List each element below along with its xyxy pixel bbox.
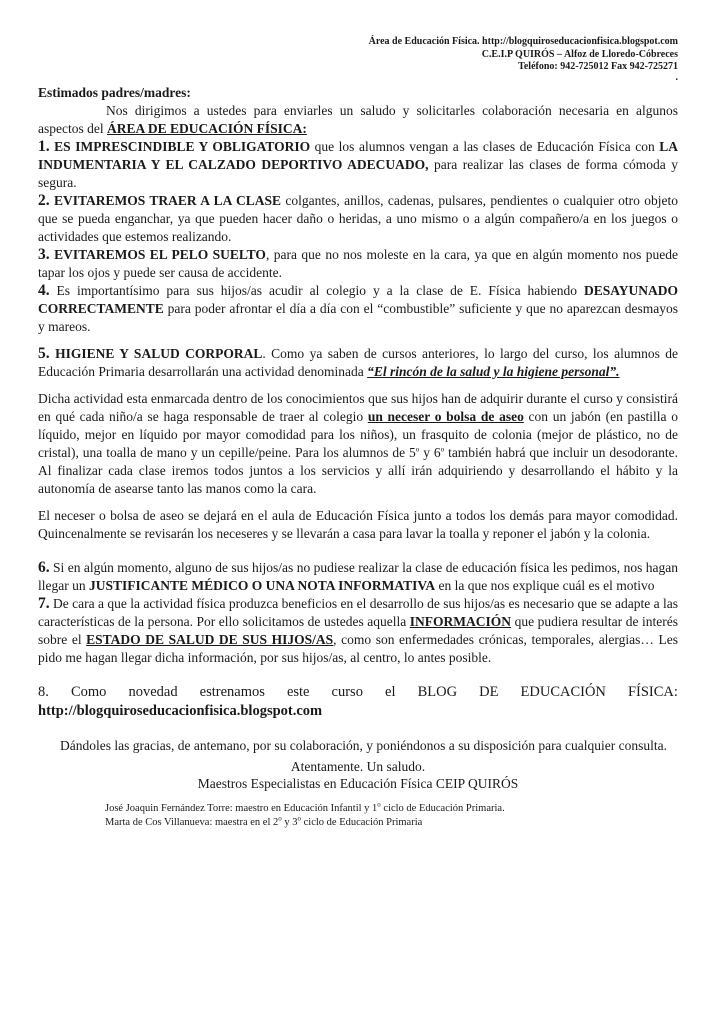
item-8-word: DE	[479, 683, 499, 700]
header-phone-line: Teléfono: 942-725012 Fax 942-725271	[518, 61, 678, 72]
item-8-word: BLOG	[417, 683, 458, 700]
item-5-details-text-d: también habrá que incluir un desodorante. Al finalizar cada clase iremos todos juntos a los servicios y allí irán adquiriendo y desarrollando el hábito y la autonomía de asearse tanto las manos como la cara.	[38, 444, 679, 496]
item-1-heading: ES IMPRESCINDIBLE Y OBLIGATORIO	[54, 138, 311, 154]
item-7-number: 7.	[38, 594, 50, 612]
intro-text: Nos dirigimos a ustedes para enviarles un saludo y solicitarles colaboración necesaria en algunos aspectos del	[38, 102, 678, 136]
item-6-text-a: Si en algún momento, alguno de sus hijos/as no pudiese realizar la clase de educación física les pedimos, nos hagan llegar un	[38, 559, 678, 593]
item-7-information: INFORMACIÓN	[409, 613, 512, 629]
ordinal-mark: o	[377, 800, 381, 808]
item-4-breakfast: DESAYUNADO CORRECTAMENTE	[38, 282, 678, 316]
item-5-text: . Como ya saben de cursos anteriores, lo largo del curso, los alumnos de Educación Primaria desarrollarán una actividad denominada	[38, 345, 678, 379]
item-2	[38, 192, 678, 246]
signer-2-text-b: y 3	[281, 816, 298, 828]
item-4-number: 4.	[38, 281, 50, 299]
item-2-number: 2.	[38, 191, 50, 209]
item-7	[38, 595, 678, 667]
item-5-number: 5.	[38, 344, 50, 362]
item-3-number: 3.	[38, 245, 50, 263]
ordinal-mark: o	[440, 445, 445, 453]
item-7-health-status: ESTADO DE SALUD DE SUS HIJOS/AS	[86, 631, 334, 647]
greeting: Estimados padres/madres:	[38, 84, 191, 100]
item-5-details	[38, 390, 678, 498]
header-area-line: Área de Educación Física. http://blogquiroseducacionfisica.blogspot.com	[368, 36, 678, 47]
item-8	[38, 683, 678, 702]
item-4	[38, 282, 678, 336]
item-4-text-b: para poder afrontar el día a día con el “combustible” suficiente y que no aparezcan desmayos y mareos.	[38, 300, 678, 334]
item-6	[38, 559, 678, 595]
item-8-word: 8.	[38, 683, 49, 700]
ordinal-mark: o	[278, 814, 282, 822]
header-dot: .	[675, 71, 678, 83]
item-8-word: el	[385, 683, 396, 700]
item-5-details-text-b: con un jabón (en pastilla o líquido, mejor en líquido por mayor comodidad para los niños), un frasquito de colonia (mejor de plástico, no de cristal), una toalla de mano y un cepille/peine. Para los alumnos de 5	[38, 408, 678, 460]
item-8-word: EDUCACIÓN	[520, 683, 606, 700]
item-8-word: este	[286, 683, 310, 700]
item-1-text-b: para realizar las clases de forma cómoda y segura.	[38, 156, 678, 190]
header-school-line: C.E.I.P QUIRÓS – Alfoz de Lloredo-Cóbreces	[481, 48, 678, 60]
item-5	[38, 345, 678, 381]
item-1-number: 1.	[38, 137, 50, 155]
signer-2	[105, 816, 678, 830]
item-7-text-a: De cara a que la actividad física produzca beneficios en el desarrollo de sus hijos/as es necesario que se adapte a las características de la persona. Por ello solicitamos de ustedes aquella	[38, 595, 678, 629]
signer-1-text-b: ciclo de Educación Primaria.	[380, 802, 505, 814]
item-5-storage: El neceser o bolsa de aseo se dejará en el aula de Educación Física junto a todos los demás para mayor comodidad. Quincenalmente se revisarán los neceseres y se llevarán a casa para lavar la toalla y reponer el jabón y la colonia.	[38, 507, 678, 541]
item-5-heading: HIGIENE Y SALUD CORPORAL	[55, 345, 263, 361]
signer-2-text-c: ciclo de Educación Primaria	[301, 816, 423, 828]
signer-1-text-a: José Joaquin Fernández Torre: maestro en Educación Infantil y 1	[105, 802, 378, 814]
item-1-clothing: LA INDUMENTARIA Y EL CALZADO DEPORTIVO ADECUADO,	[38, 138, 679, 172]
item-8-word: curso	[331, 683, 363, 700]
ordinal-mark: o	[297, 814, 301, 822]
signer-1	[105, 802, 678, 816]
closing-signature: Maestros Especialistas en Educación Física CEIP QUIRÓS	[197, 775, 519, 791]
letter-page	[38, 36, 678, 830]
item-6-text-b: en la que nos explique cuál es el motivo	[435, 577, 655, 593]
item-8-word: Como	[70, 683, 107, 700]
item-6-medical-note: JUSTIFICANTE MÉDICO O UNA NOTA INFORMATIVA	[88, 577, 436, 593]
item-8-word: novedad	[128, 683, 178, 700]
item-7-text-b: que pudiera resultar de interés sobre el	[38, 613, 678, 647]
item-3	[38, 246, 678, 282]
signer-2-text-a: Marta de Cos Villanueva: maestra en el 2	[105, 816, 279, 828]
item-6-number: 6.	[38, 558, 50, 576]
intro-area-name: ÁREA DE EDUCACIÓN FÍSICA:	[106, 120, 307, 136]
closing-thanks: Dándoles las gracias, de antemano, por su colaboración, y poniéndonos a su disposición para cualquier consulta.	[60, 737, 667, 753]
item-2-text: colgantes, anillos, cadenas, pulsares, pendientes o cualquier otro objeto que se pueda enganchar, ya que pueden hacer daño o heridas, a uno mismo o a algún compañero/a en los juegos o actividades que estemos realizando.	[38, 192, 679, 244]
item-3-text: , para que no nos moleste en la cara, ya que en algún momento nos puede tapar los ojos y puede ser causa de accidente.	[38, 246, 679, 280]
item-1-text-a: que los alumnos vengan a las clases de Educación Física con	[310, 138, 660, 154]
item-8-word: FÍSICA:	[627, 683, 678, 700]
item-3-heading: EVITAREMOS EL PELO SUELTO	[54, 246, 266, 262]
item-5-details-text-a: Dicha actividad esta enmarcada dentro de los conocimientos que sus hijos han de adquirir durante el curso y consistirá en qué cada niño/a se haga responsable de traer al colegio	[38, 390, 678, 424]
item-5-toiletry-bag: un neceser o bolsa de aseo	[367, 408, 524, 424]
item-8-word: estrenamos	[199, 683, 265, 700]
item-5-activity-name: “El rincón de la salud y la higiene personal”.	[367, 363, 620, 379]
item-2-heading: EVITAREMOS TRAER A LA CLASE	[54, 192, 282, 208]
signers-list	[105, 802, 678, 830]
intro-paragraph	[38, 102, 678, 138]
blog-url: http://blogquiroseducacionfisica.blogspot.com	[38, 702, 323, 719]
item-1	[38, 138, 678, 192]
ordinal-mark: o	[415, 445, 420, 453]
letterhead	[38, 36, 678, 82]
closing-regards: Atentamente. Un saludo.	[290, 758, 426, 774]
item-4-text-a: Es importantísimo para sus hijos/as acudir al colegio y a la clase de E. Física habiendo	[49, 282, 584, 298]
item-7-text-c: , como son enfermedades crónicas, temporales, alergias… Les pido me hagan llegar dicha información, por sus hijos/as, al centro, lo antes posible.	[38, 631, 678, 665]
item-5-details-text-c: y 6	[419, 444, 441, 460]
